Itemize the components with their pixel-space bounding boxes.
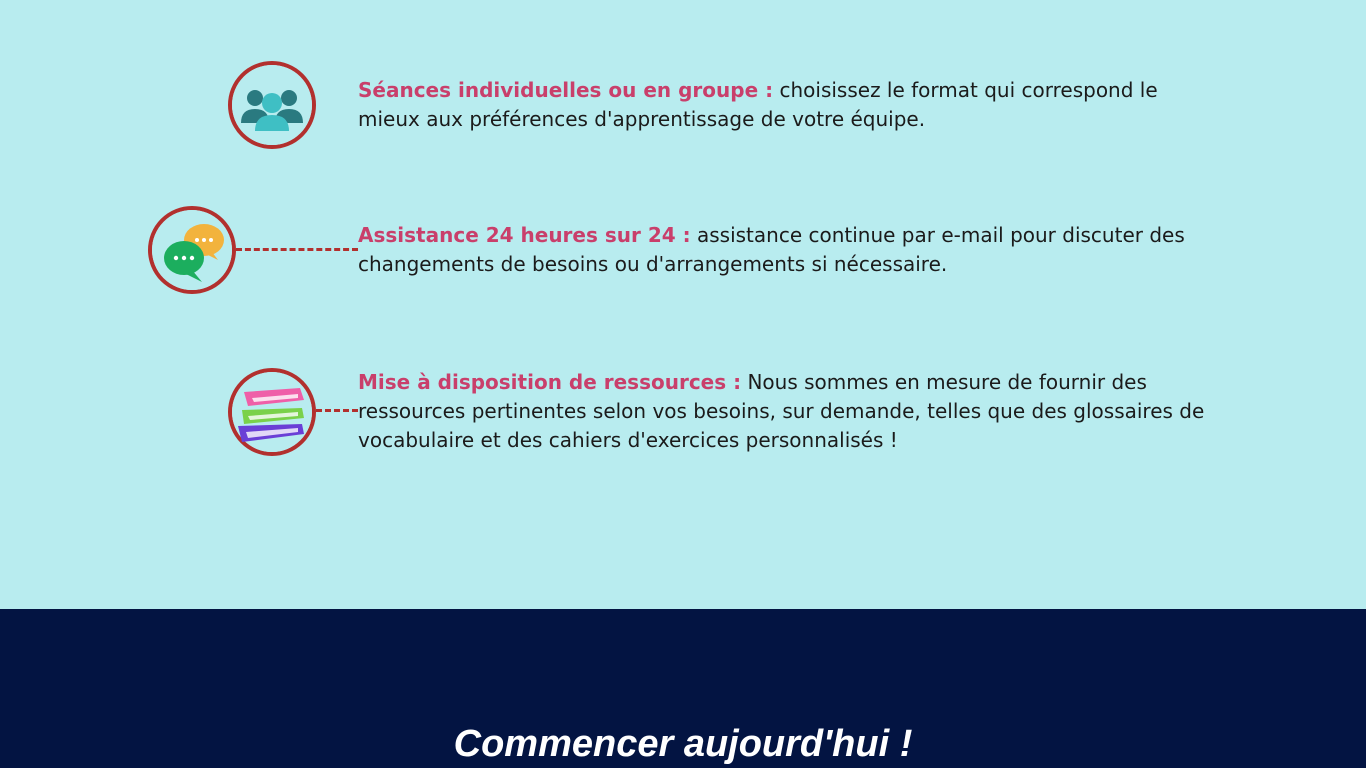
feature-title: Assistance 24 heures sur 24 : bbox=[358, 223, 691, 247]
feature-item-group-sessions bbox=[358, 76, 1208, 134]
cta-heading[interactable]: Commencer aujourd'hui ! bbox=[453, 723, 913, 765]
chat-bubbles-icon bbox=[148, 206, 236, 294]
feature-title: Mise à disposition de ressources : bbox=[358, 370, 742, 394]
feature-item-assistance bbox=[358, 221, 1208, 279]
feature-description: assistance continue par e-mail pour discuter des changements de besoins ou d'arrangements si nécessaire. bbox=[358, 223, 1185, 276]
group-people-icon bbox=[228, 61, 316, 149]
feature-title: Séances individuelles ou en groupe : bbox=[358, 78, 774, 102]
connector-line bbox=[316, 409, 358, 412]
feature-item-resources bbox=[358, 368, 1208, 455]
feature-description: choisissez le format qui correspond le mieux aux préférences d'apprentissage de votre équipe. bbox=[358, 78, 1158, 131]
feature-description: Nous sommes en mesure de fournir des ressources pertinentes selon vos besoins, sur demande, telles que des glossaires de vocabulaire et des cahiers d'exercices personnalisés ! bbox=[358, 370, 1205, 452]
connector-line bbox=[236, 248, 358, 251]
books-stack-icon bbox=[228, 368, 316, 456]
